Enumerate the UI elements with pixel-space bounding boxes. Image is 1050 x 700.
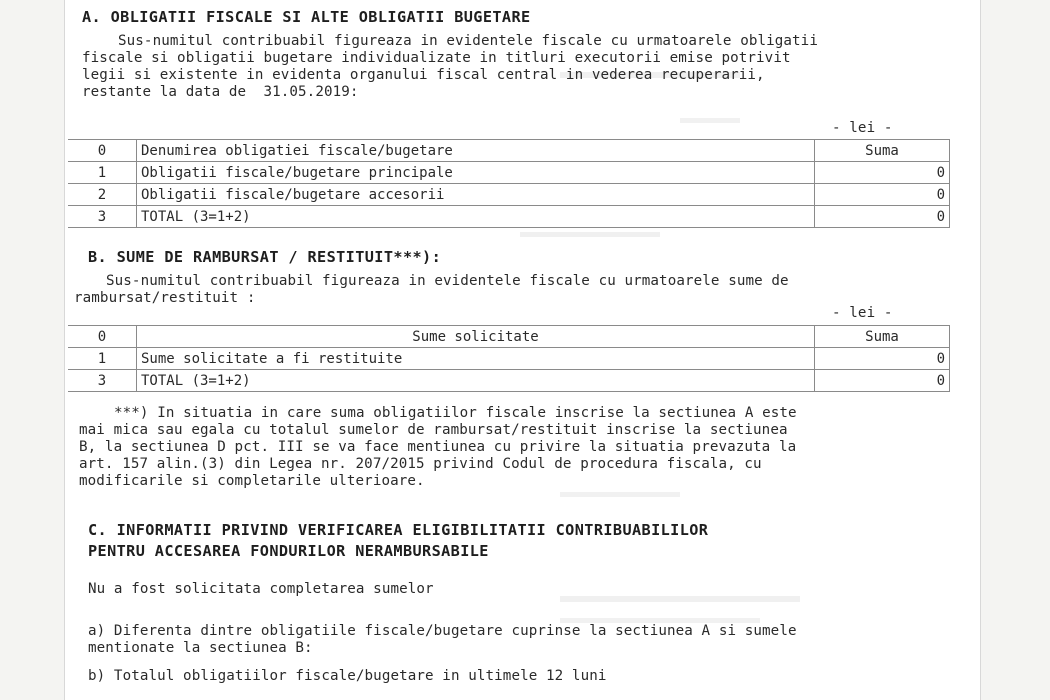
section-b-table	[68, 325, 950, 392]
intro-line: legii si existente in evidenta organului fiscal central in vederea recuperarii,	[82, 67, 765, 83]
intro-line: Sus-numitul contribuabil figureaza in evidentele fiscale cu urmatoarele sume de	[106, 273, 789, 289]
note-line: B, la sectiunea D pct. III se va face mentiunea cu privire la situatia prevazuta la	[79, 439, 797, 455]
section-b-heading: B. SUME DE RAMBURSAT / RESTITUIT***):	[88, 248, 442, 266]
row-value: 0	[815, 370, 950, 392]
intro-line: restante la data de 31.05.2019:	[82, 84, 359, 100]
heading-line: C. INFORMATII PRIVIND VERIFICAREA ELIGIBILITATII CONTRIBUABILILOR	[88, 521, 709, 539]
section-a-heading: A. OBLIGATII FISCALE SI ALTE OBLIGATII BUGETARE	[82, 8, 531, 26]
intro-line: rambursat/restituit :	[74, 290, 256, 306]
note-line: ***) In situatia in care suma obligatiilor fiscale inscrise la sectiunea A este	[114, 405, 797, 421]
row-label: Obligatii fiscale/bugetare principale	[137, 162, 815, 184]
table-header-row	[68, 326, 950, 348]
header-label: Sume solicitate	[137, 326, 815, 348]
header-value: Suma	[815, 326, 950, 348]
note-line: modificarile si completarile ulterioare.	[79, 473, 425, 489]
item-line: a) Diferenta dintre obligatiile fiscale/bugetare cuprinse la sectiunea A si sumele	[88, 623, 797, 639]
row-label: Obligatii fiscale/bugetare accesorii	[137, 184, 815, 206]
intro-line: fiscale si obligatii bugetare individualizate in titluri executorii emise potrivit	[82, 50, 791, 66]
header-nr: 0	[68, 140, 137, 162]
row-label: TOTAL (3=1+2)	[137, 370, 815, 392]
section-a-unit: - lei -	[832, 120, 893, 136]
note-line: art. 157 alin.(3) din Legea nr. 207/2015 privind Codul de procedura fiscala, cu	[79, 456, 762, 472]
row-label: Sume solicitate a fi restituite	[137, 348, 815, 370]
heading-line: PENTRU ACCESAREA FONDURILOR NERAMBURSABILE	[88, 542, 489, 560]
header-value: Suma	[815, 140, 950, 162]
table-row	[68, 162, 950, 184]
item-line: mentionate la sectiunea B:	[88, 640, 313, 656]
row-value: 0	[815, 348, 950, 370]
table-row	[68, 206, 950, 228]
row-nr: 1	[68, 162, 137, 184]
note-line: mai mica sau egala cu totalul sumelor de rambursat/restituit inscrise la sectiunea	[79, 422, 788, 438]
section-a-table	[68, 139, 950, 228]
section-c-status: Nu a fost solicitata completarea sumelor	[88, 581, 434, 597]
section-c-item-b: b) Totalul obligatiilor fiscale/bugetare in ultimele 12 luni	[88, 668, 607, 684]
intro-line: Sus-numitul contribuabil figureaza in evidentele fiscale cu urmatoarele obligatii	[118, 33, 818, 49]
row-value: 0	[815, 184, 950, 206]
header-nr: 0	[68, 326, 137, 348]
row-label: TOTAL (3=1+2)	[137, 206, 815, 228]
table-row	[68, 348, 950, 370]
row-nr: 3	[68, 370, 137, 392]
header-label: Denumirea obligatiei fiscale/bugetare	[137, 140, 815, 162]
table-row	[68, 184, 950, 206]
row-nr: 1	[68, 348, 137, 370]
row-nr: 2	[68, 184, 137, 206]
table-header-row	[68, 140, 950, 162]
table-row	[68, 370, 950, 392]
row-value: 0	[815, 162, 950, 184]
section-b-unit: - lei -	[832, 305, 893, 321]
row-value: 0	[815, 206, 950, 228]
row-nr: 3	[68, 206, 137, 228]
